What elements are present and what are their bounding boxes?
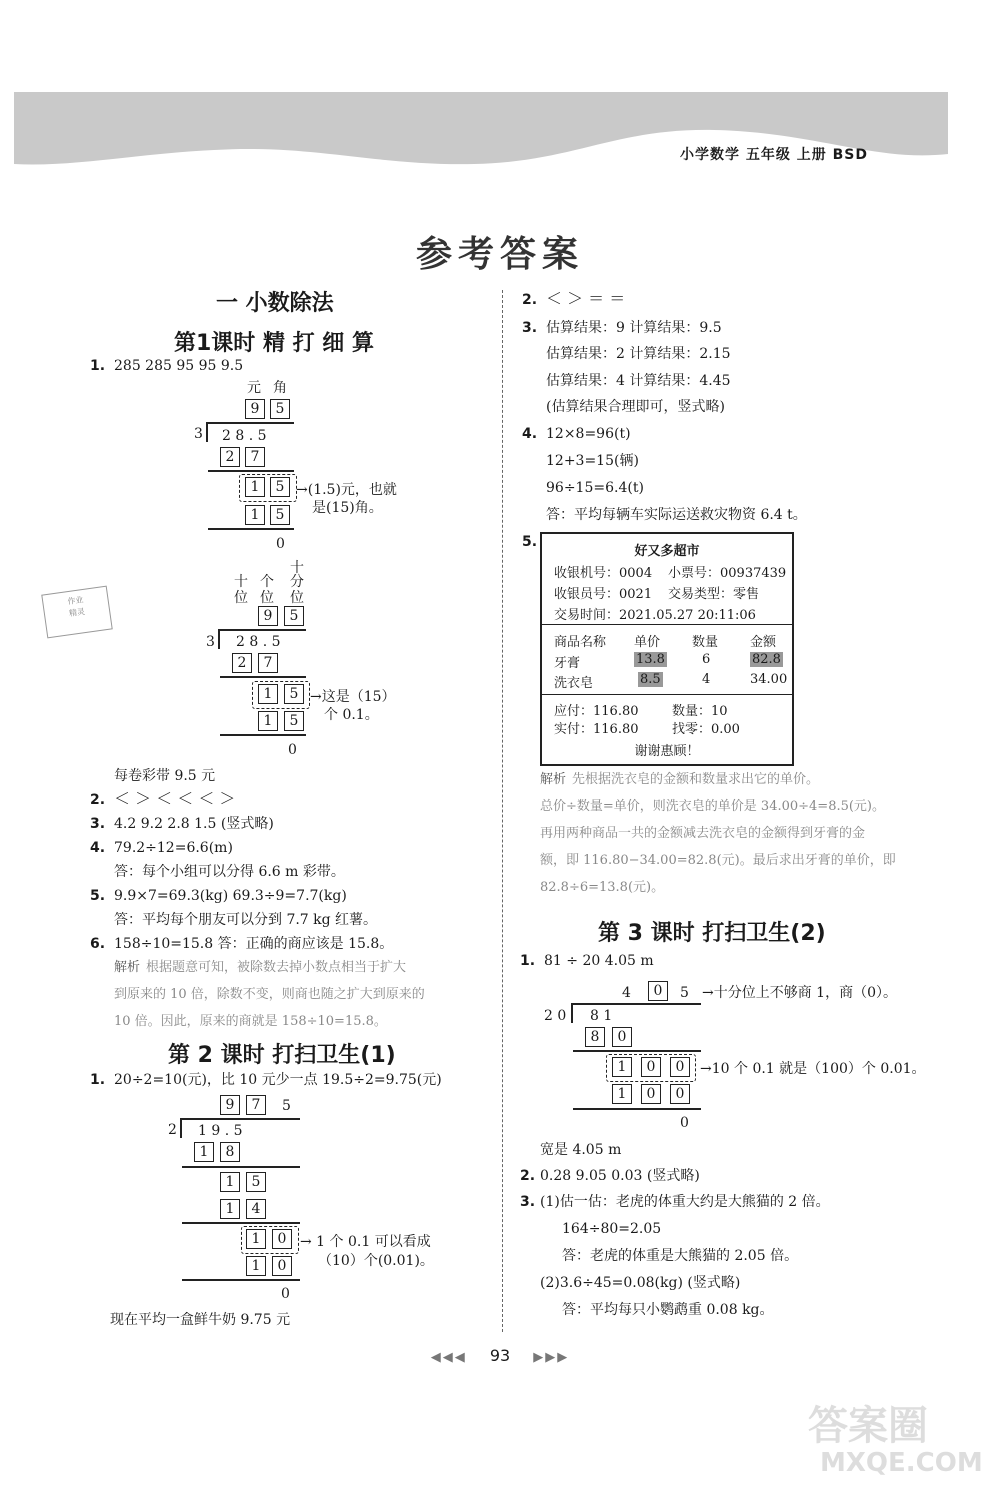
l3q1-answer: 宽是 4.05 m <box>540 1142 622 1158</box>
subtraction-line <box>573 1108 701 1110</box>
remainder: 0 <box>288 742 297 758</box>
quotient-digit: 4 <box>622 985 631 1001</box>
receipt-cell: 6 <box>702 652 711 667</box>
step-digit: 5 <box>284 711 304 731</box>
page-footer <box>0 1346 1000 1365</box>
subtraction-line <box>182 1166 300 1168</box>
q3-text: 4.2 9.2 2.8 1.5 (竖式略) <box>114 816 274 832</box>
dividend: 2 8 . 5 <box>222 428 267 444</box>
subtraction-line <box>220 676 306 678</box>
step-digit: 1 <box>258 684 278 704</box>
receipt-thanks: 谢谢惠顾！ <box>634 744 700 759</box>
division-bracket <box>206 422 208 442</box>
analysis-line: 总价÷数量=单价，则洗衣皂的单价是 34.00÷4=8.5(元)。 <box>540 799 886 814</box>
step-digit: 5 <box>270 477 290 497</box>
remainder: 0 <box>276 536 285 552</box>
place-label: 十 <box>290 560 304 576</box>
r-q2-text: ＜ ＞ ＝ ＝ <box>546 289 626 308</box>
l3q1-number: 1. <box>520 953 536 969</box>
receipt-cell: 13.8 <box>636 652 665 667</box>
receipt-divider <box>542 694 792 695</box>
step-digit: 8 <box>585 1027 605 1047</box>
quotient-digit: 5 <box>680 985 689 1001</box>
receipt-cell: 8.5 <box>640 672 661 687</box>
q6-analysis <box>114 954 425 1035</box>
subtraction-line <box>573 1050 701 1052</box>
division-bar <box>573 1003 701 1005</box>
quotient-digit: 0 <box>648 981 668 1001</box>
q2-text: ＜ ＞ ＜ ＜ ＜ ＞ <box>114 789 236 808</box>
receipt-cell: 34.00 <box>750 672 788 687</box>
r-q2-number: 2. <box>522 292 538 308</box>
step-digit: 7 <box>258 653 278 673</box>
analysis-label: 解析 <box>540 772 567 787</box>
place-label: 位 <box>260 590 274 606</box>
r-q4-number: 4. <box>522 426 538 442</box>
step-digit: 0 <box>670 1084 690 1104</box>
division-bar <box>182 1118 300 1120</box>
watermark-logo: 答案圈 <box>808 1403 928 1449</box>
step-digit: 4 <box>246 1199 266 1219</box>
place-label: 十 <box>234 574 248 590</box>
step-digit: 1 <box>245 505 265 525</box>
watermark-url: MXQE.COM <box>820 1448 983 1478</box>
r-q3-note: (估算结果合理即可，竖式略) <box>546 399 725 415</box>
analysis-line: 到原来的 10 倍，除数不变，则商也随之扩大到原来的 <box>114 987 425 1002</box>
analysis-line: 先根据洗衣皂的金额和数量求出它的单价。 <box>572 772 820 787</box>
q5-number: 5. <box>90 888 106 904</box>
divisor: 2 <box>168 1122 177 1138</box>
step-digit: 1 <box>258 711 278 731</box>
lesson2-title: 第 2 课时 打扫卫生(1) <box>168 1043 396 1068</box>
receipt-field: 小票号：00937439 <box>668 566 787 581</box>
prev-arrows-icon: ◀◀◀ <box>430 1350 467 1365</box>
place-label: 位 <box>290 590 304 606</box>
receipt-cell: 牙膏 <box>554 656 581 671</box>
divisor: 2 0 <box>544 1008 567 1024</box>
stamp-logo <box>41 586 112 639</box>
q6-number: 6. <box>90 936 106 952</box>
receipt-field: 交易时间：2021.05.27 20:11:06 <box>554 608 756 623</box>
divisor: 3 <box>206 634 215 650</box>
remainder: 0 <box>281 1286 290 1302</box>
l2q1-text: 20÷2=10(元)，比 10 元少一点 19.5÷2=9.75(元) <box>114 1072 442 1088</box>
dividend: 2 8 . 5 <box>236 634 281 650</box>
l3q3-line: 164÷80=2.05 <box>562 1221 662 1237</box>
receipt-store: 好又多超市 <box>634 544 700 559</box>
unit-title: 一 小数除法 <box>216 291 334 316</box>
annotation: →这是（15） <box>310 689 396 705</box>
step-digit: 0 <box>612 1027 632 1047</box>
step-digit: 0 <box>641 1084 661 1104</box>
l3q3-line: (1)估一估：老虎的体重大约是大熊猫的 2 倍。 <box>540 1194 830 1210</box>
step-digit: 7 <box>245 447 265 467</box>
analysis-label: 解析 <box>114 960 141 975</box>
receipt <box>540 532 794 766</box>
step-digit: 0 <box>641 1057 661 1077</box>
r-q4-line: 96÷15=6.4(t) <box>546 480 644 496</box>
annotation: →10 个 0.1 就是（100）个 0.01。 <box>700 1061 926 1077</box>
annotation: →十分位上不够商 1，商（0）。 <box>702 985 897 1001</box>
place-label: 位 <box>234 590 248 606</box>
q1-answer: 每卷彩带 9.5 元 <box>114 768 216 784</box>
step-digit: 1 <box>245 477 265 497</box>
r-q3-line: 估算结果：2 计算结果：2.15 <box>546 346 731 362</box>
quotient-digit: 7 <box>246 1095 266 1115</box>
quotient-digit: 9 <box>245 399 265 419</box>
receipt-cell: 4 <box>702 672 711 687</box>
page-number: 93 <box>489 1346 511 1365</box>
q4-number: 4. <box>90 840 106 856</box>
analysis-line: 82.8÷6=13.8(元)。 <box>540 880 665 895</box>
step-digit: 0 <box>272 1229 292 1249</box>
subtraction-line <box>208 470 294 472</box>
receipt-field: 收银机号：0004 <box>554 566 653 581</box>
receipt-col-header: 商品名称 <box>554 635 607 650</box>
receipt-col-header: 数量 <box>692 635 719 650</box>
step-digit: 1 <box>612 1057 632 1077</box>
quotient-digit: 5 <box>270 399 290 419</box>
q3-number: 3. <box>90 816 106 832</box>
q1-line: 285 285 95 95 9.5 <box>114 358 244 374</box>
step-digit: 0 <box>670 1057 690 1077</box>
annotation: → 1 个 0.1 可以看成 <box>300 1234 431 1250</box>
receipt-field: 实付：116.80 <box>554 722 639 737</box>
step-digit: 1 <box>220 1172 240 1192</box>
r-q4-answer: 答：平均每辆车实际运送救灾物资 6.4 t。 <box>546 507 807 523</box>
step-digit: 1 <box>220 1199 240 1219</box>
column-divider <box>502 290 503 1332</box>
step-digit: 2 <box>220 447 240 467</box>
division-bracket <box>218 629 220 649</box>
r-q3-number: 3. <box>522 320 538 336</box>
receipt-field: 数量：10 <box>672 704 728 719</box>
l3q3-line: (2)3.6÷45=0.08(kg) (竖式略) <box>540 1275 741 1291</box>
step-digit: 0 <box>272 1256 292 1276</box>
q2-number: 2. <box>90 792 106 808</box>
annotation: →(1.5)元，也就 <box>296 482 397 498</box>
l3q2-text: 0.28 9.05 0.03 (竖式略) <box>540 1168 700 1184</box>
page-title: 参考答案 <box>415 234 584 275</box>
l2q1-answer: 现在平均一盒鲜牛奶 9.75 元 <box>110 1312 291 1328</box>
q6-text: 158÷10=15.8 答：正确的商应该是 15.8。 <box>114 936 394 952</box>
subtraction-line <box>208 528 294 530</box>
q4-text: 79.2÷12=6.6(m) <box>114 840 233 856</box>
annotation: （10）个(0.01)。 <box>318 1253 434 1269</box>
remainder: 0 <box>680 1115 689 1131</box>
receipt-col-header: 金额 <box>750 635 777 650</box>
q5-answer: 答：平均每个朋友可以分到 7.7 kg 红薯。 <box>114 912 378 928</box>
receipt-field: 收银员号：0021 <box>554 587 653 602</box>
r-q4-line: 12+3=15(辆) <box>546 453 639 469</box>
divisor: 3 <box>194 426 203 442</box>
q1-number: 1. <box>90 358 106 374</box>
l3q1-text: 81 ÷ 20 4.05 m <box>544 953 654 969</box>
step-digit: 1 <box>612 1084 632 1104</box>
r-q3-line: 估算结果：9 计算结果：9.5 <box>546 320 722 336</box>
next-arrows-icon: ▶▶▶ <box>533 1350 570 1365</box>
l3q3-number: 3. <box>520 1194 536 1210</box>
receipt-field: 应付：116.80 <box>554 704 639 719</box>
receipt-cell: 洗衣皂 <box>554 676 594 691</box>
division-bar <box>208 422 294 424</box>
unit-yuan: 元 <box>247 380 261 396</box>
dividend: 1 9 . 5 <box>198 1123 243 1139</box>
division-bar <box>220 629 306 631</box>
division-bracket <box>571 1003 573 1023</box>
header-subject-text: 小学数学 五年级 上册 BSD <box>680 147 868 163</box>
receipt-col-header: 单价 <box>634 635 661 650</box>
step-digit: 1 <box>246 1229 266 1249</box>
receipt-cell: 82.8 <box>752 652 781 667</box>
subtraction-line <box>220 734 306 736</box>
r-q3-line: 估算结果：4 计算结果：4.45 <box>546 373 731 389</box>
stamp-text: 作业 精灵 <box>66 595 86 619</box>
place-label: 分 <box>290 574 304 590</box>
receipt-divider <box>542 624 792 625</box>
header-band <box>14 92 948 192</box>
l3q2-number: 2. <box>520 1168 536 1184</box>
quotient-digit: 9 <box>258 606 278 626</box>
step-digit: 1 <box>246 1256 266 1276</box>
step-digit: 5 <box>284 684 304 704</box>
r-q4-line: 12×8=96(t) <box>546 426 631 442</box>
l3q3-line: 答：老虎的体重是大熊猫的 2.05 倍。 <box>562 1248 799 1264</box>
l3q3-line: 答：平均每只小鹦鹉重 0.08 kg。 <box>562 1302 774 1318</box>
subtraction-line <box>182 1279 300 1281</box>
q5-text: 9.9×7=69.3(kg) 69.3÷9=7.7(kg) <box>114 888 347 904</box>
annotation: 个 0.1。 <box>324 707 379 723</box>
step-digit: 2 <box>232 653 252 673</box>
lesson3-title: 第 3 课时 打扫卫生(2) <box>598 921 826 946</box>
analysis-line: 再用两种商品一共的金额减去洗衣皂的金额得到牙膏的金 <box>540 826 866 841</box>
subtraction-line <box>182 1222 300 1224</box>
annotation: 是(15)角。 <box>312 500 383 516</box>
place-label: 个 <box>260 574 274 590</box>
quotient-digit: 5 <box>282 1098 291 1114</box>
l2q1-number: 1. <box>90 1072 106 1088</box>
r-q5-analysis <box>540 766 896 901</box>
step-digit: 8 <box>220 1142 240 1162</box>
analysis-line: 根据题意可知，被除数去掉小数点相当于扩大 <box>146 960 407 975</box>
step-digit: 5 <box>270 505 290 525</box>
division-bracket <box>180 1118 182 1138</box>
lesson1-title: 第1课时 精 打 细 算 <box>174 331 374 356</box>
step-digit: 5 <box>246 1172 266 1192</box>
dividend: 8 1 <box>590 1008 613 1024</box>
q4-answer: 答：每个小组可以分得 6.6 m 彩带。 <box>114 864 345 880</box>
step-digit: 1 <box>194 1142 214 1162</box>
quotient-digit: 5 <box>284 606 304 626</box>
receipt-field: 找零：0.00 <box>672 722 740 737</box>
receipt-field: 交易类型：零售 <box>668 587 760 602</box>
unit-jiao: 角 <box>273 380 287 396</box>
analysis-line: 10 倍。因此，原来的商就是 158÷10=15.8。 <box>114 1014 387 1029</box>
r-q5-number: 5. <box>522 534 538 550</box>
quotient-digit: 9 <box>220 1095 240 1115</box>
analysis-line: 额，即 116.80−34.00=82.8(元)。最后求出牙膏的单价，即 <box>540 853 896 868</box>
